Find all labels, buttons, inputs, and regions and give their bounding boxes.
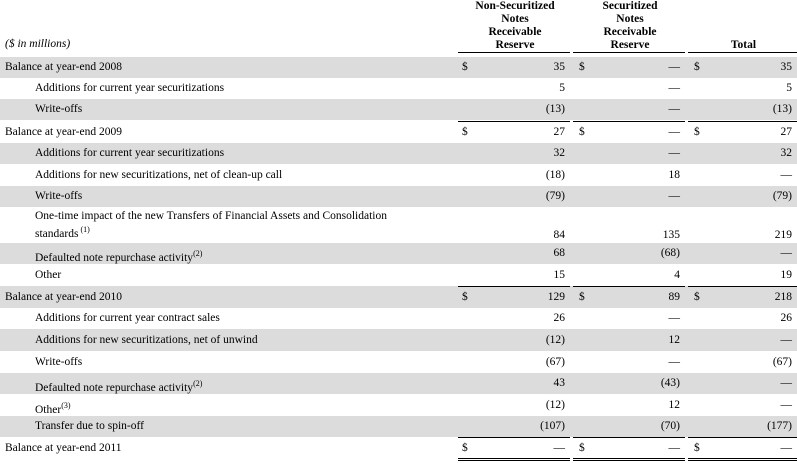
row-label-text: Balance at year-end 2010 [5,291,122,303]
row-label-text: One-time impact of the new Transfers of Financial Assets and Consolidation [35,210,387,222]
total-rule [688,121,797,122]
col2-line3: Receivable [603,26,657,38]
value-cell: 27 [780,126,792,138]
value-cell: 15 [553,269,565,281]
row-label-text: Balance at year-end 2008 [5,61,122,73]
value-cell: 218 [774,291,792,303]
value-cell: — [780,442,792,454]
row-label-text: Defaulted note repurchase activity [35,381,194,394]
row-label-text: Defaulted note repurchase activity [35,251,194,264]
double-underline [573,460,685,461]
value-cell: 5 [559,82,565,94]
row-label-text: Additions for new securitizations, net of unwind [35,334,258,346]
value-cell: 12 [668,334,680,346]
total-rule [458,121,570,122]
col1-line3: Receivable [488,26,542,38]
row-label [35,334,258,347]
table-row [0,308,797,329]
header-rule-1 [458,52,570,53]
currency-symbol: $ [579,442,585,454]
row-label [35,190,82,203]
row-label-text: Write-offs [35,356,83,368]
footnote-marker: (3) [61,401,71,410]
table-row [0,286,797,308]
value-cell: 19 [780,269,792,281]
table-row [0,416,797,437]
value-cell: 129 [547,291,565,303]
double-underline [688,460,797,461]
value-cell: — [553,442,565,454]
value-cell: 89 [668,291,680,303]
row-label-text: Other [35,269,62,281]
row-label-text: Additions for current year securitizations [35,147,225,159]
value-cell: 135 [662,229,680,241]
row-label [35,82,224,95]
row-label-text: Transfer due to spin-off [35,420,144,432]
table-row [0,394,797,416]
row-label [5,291,122,304]
col1-line1: Non-Securitized [475,0,555,12]
row-label [5,61,122,74]
footnote-marker: (2) [193,249,203,258]
table-row [0,373,797,394]
value-cell: — [668,190,680,202]
value-cell: — [668,61,680,73]
value-cell: — [780,169,792,181]
value-cell: 84 [553,229,565,241]
table-row [0,78,797,99]
table-row [0,99,797,120]
table-row [0,207,797,243]
value-cell: 18 [668,169,680,181]
table-row [0,186,797,207]
row-label [35,312,220,325]
row-label-text: Write-offs [35,190,83,202]
value-cell: — [668,312,680,324]
row-label-text: Additions for new securitizations, net of clean-up call [35,169,283,181]
value-cell: (13) [772,103,792,115]
row-label [35,420,144,433]
double-underline [573,458,685,459]
value-cell: (67) [772,356,792,368]
value-cell: 26 [553,312,565,324]
value-cell: (12) [545,334,565,346]
total-rule [573,286,685,287]
currency-symbol: $ [462,126,468,138]
currency-symbol: $ [694,61,700,73]
row-label [35,356,82,369]
col2-line2: Notes [616,13,644,25]
total-rule [573,437,685,438]
table-row [0,121,797,143]
col2-line4: Reserve [610,39,650,51]
currency-symbol: $ [694,126,700,138]
total-rule [458,437,570,438]
footnote-marker: (1) [78,225,90,234]
total-rule [458,286,570,287]
value-cell: — [668,82,680,94]
value-cell: (177) [767,420,792,432]
currency-symbol: $ [694,442,700,454]
currency-symbol: $ [694,291,700,303]
row-label [5,126,122,139]
value-cell: (79) [772,190,792,202]
row-label [35,377,202,395]
value-cell: 12 [668,399,680,411]
value-cell: (107) [540,420,565,432]
header-rule-3 [688,52,797,53]
value-cell: (43) [660,377,680,389]
footnote-marker: (2) [193,379,203,388]
currency-symbol: $ [579,126,585,138]
header-rule-2 [573,52,685,53]
currency-symbol: $ [579,61,585,73]
value-cell: — [668,103,680,115]
units-label: ($ in millions) [5,38,71,50]
value-cell: 68 [553,247,565,259]
value-cell: — [668,147,680,159]
currency-symbol: $ [462,442,468,454]
col1-line2: Notes [501,13,529,25]
double-underline [458,460,570,461]
total-rule [688,437,797,438]
row-label-text: Additions for current year securitizations [35,82,225,94]
total-rule [573,121,685,122]
table-row [0,329,797,351]
value-cell: (68) [660,247,680,259]
row-label-text: Write-offs [35,103,83,115]
value-cell: 43 [553,377,565,389]
value-cell: (12) [545,399,565,411]
table-row [0,351,797,373]
col2-line1: Securitized [602,0,658,12]
row-label [35,247,202,265]
value-cell: 4 [674,269,680,281]
row-label-text-cont: standards [35,227,79,240]
col-header-non-securitized [460,0,570,52]
double-underline [688,458,797,459]
table-row [0,143,797,164]
row-label-text: Additions for current year contract sales [35,312,220,324]
value-cell: — [780,377,792,389]
value-cell: (67) [545,356,565,368]
value-cell: 35 [780,61,792,73]
value-cell: 219 [774,229,792,241]
row-label [35,103,82,116]
row-label [35,269,61,282]
table-row [0,264,797,286]
value-cell: 5 [786,82,792,94]
col-header-total [690,39,797,52]
row-label [35,399,71,417]
value-cell: (79) [545,190,565,202]
value-cell: 32 [553,147,565,159]
value-cell: — [780,334,792,346]
value-cell: — [780,247,792,259]
double-underline [458,458,570,459]
col3-line1: Total [730,39,757,51]
value-cell: — [668,356,680,368]
col-header-securitized [575,0,685,52]
currency-symbol: $ [579,291,585,303]
col1-line4: Reserve [495,39,535,51]
row-label [35,210,387,241]
value-cell: (18) [545,169,565,181]
currency-symbol: $ [462,61,468,73]
value-cell: 32 [780,147,792,159]
row-label [35,147,224,160]
value-cell: 35 [553,61,565,73]
value-cell: (70) [660,420,680,432]
table-row [0,164,797,186]
currency-symbol: $ [462,291,468,303]
row-label-text: Balance at year-end 2009 [5,126,122,138]
row-label [5,442,122,455]
value-cell: — [668,442,680,454]
row-label-text: Balance at year-end 2011 [5,442,122,454]
row-label [35,169,282,182]
row-label-text: Other [35,403,62,416]
value-cell: — [668,126,680,138]
table-row [0,243,797,264]
value-cell: — [780,399,792,411]
value-cell: 27 [553,126,565,138]
value-cell: (13) [545,103,565,115]
value-cell: 26 [780,312,792,324]
table-row [0,57,797,78]
total-rule [688,286,797,287]
table-row [0,437,797,459]
